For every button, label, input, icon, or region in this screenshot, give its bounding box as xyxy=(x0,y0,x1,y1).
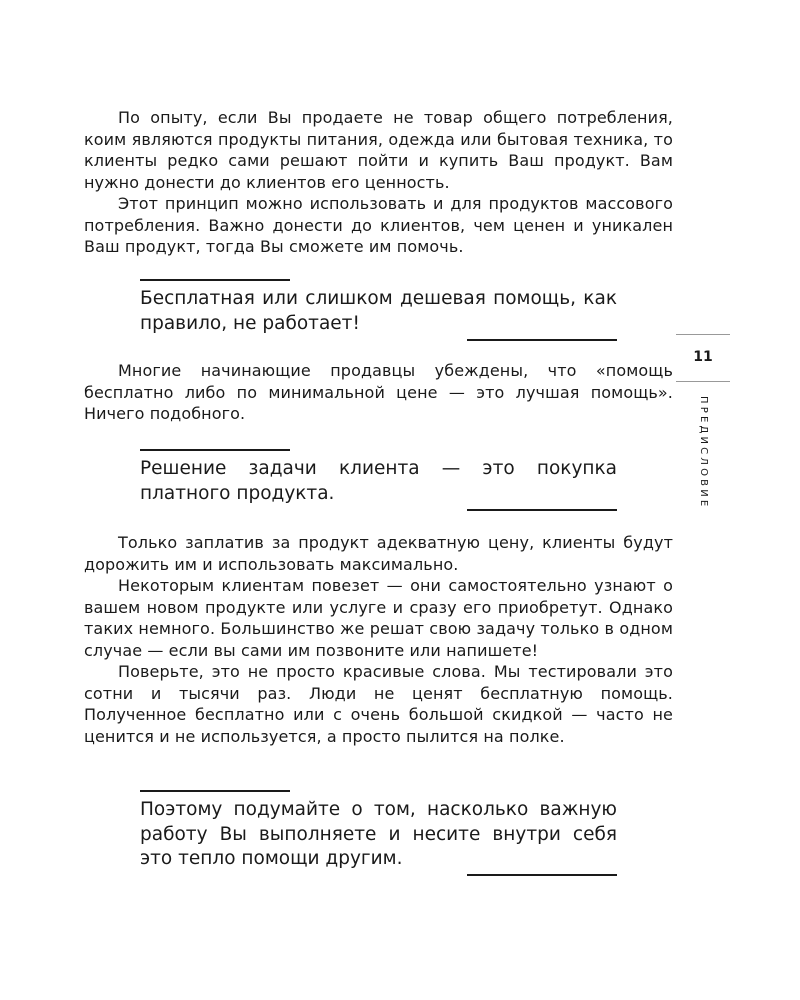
paragraph: Этот принцип можно использовать и для продуктов массового потребления. Важно донести до клиентов, чем ценен и уникален Ваш продукт, тогда Вы сможете им помочь. xyxy=(84,194,673,256)
pull-quote-2 xyxy=(140,449,617,511)
page-number: 11 xyxy=(693,349,713,365)
quote-rule-top xyxy=(140,449,290,451)
paragraph: Только заплатив за продукт адекватную цену, клиенты будут дорожить им и использовать максимально. xyxy=(84,533,673,574)
side-rule-bottom xyxy=(676,381,730,382)
pull-quote-3 xyxy=(140,790,617,876)
paragraph: Некоторым клиентам повезет — они самостоятельно узнают о вашем новом продукте или услуге и сразу его приобретут. Однако таких немного. Большинство же решат свою задачу только в одном случае — если вы сами им позвоните или напишете! xyxy=(84,576,673,660)
page-side-marker xyxy=(676,334,730,510)
quote-rule-top xyxy=(140,279,290,281)
paragraph: Многие начинающие продавцы убеждены, что «помощь бесплатно либо по минимальной цене — это лучшая помощь». Ничего подобного. xyxy=(84,361,673,423)
quote-text: Бесплатная или слишком дешевая помощь, как правило, не работает! xyxy=(140,288,617,334)
body-text-block-1 xyxy=(84,107,673,258)
quote-rule-bottom xyxy=(467,874,617,876)
paragraph: Поверьте, это не просто красивые слова. Мы тестировали это сотни и тысячи раз. Люди не ценят бесплатную помощь. Полученное бесплатно или с очень большой скидкой — часто не ценится и не используется, а просто пылится на полке. xyxy=(84,662,673,746)
quote-rule-top xyxy=(140,790,290,792)
paragraph: По опыту, если Вы продаете не товар общего потребления, коим являются продукты питания, одежда или бытовая техника, то клиенты редко сами решают пойти и купить Ваш продукт. Вам нужно донести до клиентов его ценность. xyxy=(84,108,673,192)
quote-text: Поэтому подумайте о том, насколько важную работу Вы выполняете и несите внутри себя это тепло помощи другим. xyxy=(140,799,617,869)
quote-rule-bottom xyxy=(467,339,617,341)
quote-text: Решение задачи клиента — это покупка платного продукта. xyxy=(140,458,617,504)
quote-rule-bottom xyxy=(467,509,617,511)
running-section-title: ПРЕДИСЛОВИЕ xyxy=(698,396,709,510)
pull-quote-1 xyxy=(140,279,617,341)
body-text-block-2 xyxy=(84,360,673,425)
body-text-block-3 xyxy=(84,532,673,747)
